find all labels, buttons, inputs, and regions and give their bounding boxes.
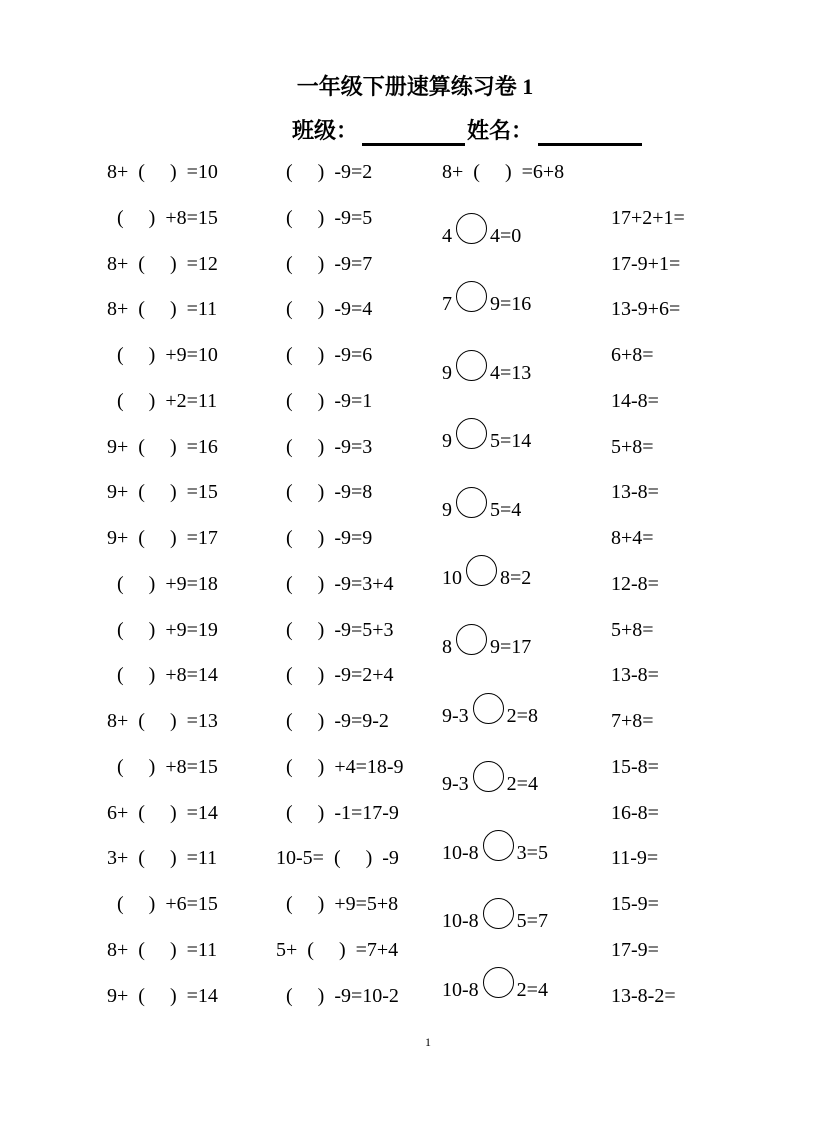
circle-problem [442,361,548,430]
circle-problem-left: 9 [442,498,452,521]
problem: 9+ ( ) =15 [107,481,218,504]
problem: ( ) -9=2+4 [286,664,394,687]
problem: 5+8= [611,618,654,641]
name-label: 姓名： [467,118,534,143]
problem: 11-9= [611,847,659,870]
circle-problem-left: 8 [442,636,452,659]
circle-problem [442,224,548,293]
problem: 17+2+1= [611,206,685,229]
problem: 10-5= ( ) -9 [276,847,399,870]
problem: ( ) -9=4 [286,298,373,321]
problem: 6+ ( ) =14 [107,801,218,824]
problem: 13-8= [611,481,659,504]
circle-problem-left: 9-3 [442,704,469,727]
problem: ( ) -1=17-9 [286,801,399,824]
circle-problem-right: 2=8 [506,704,538,727]
problem: ( ) +9=19 [117,618,218,641]
problem: 8+ ( ) =12 [107,252,218,275]
circle-problem-right: 4=0 [490,224,522,247]
problem: 13-8= [611,664,659,687]
problem: ( ) -9=7 [286,252,373,275]
problem: 8+ ( ) =10 [107,161,218,183]
problem: ( ) -9=5+3 [286,618,394,641]
problem: ( ) +9=10 [117,344,218,366]
circle-problem-right: 2=4 [506,773,538,796]
problem: 8+ ( ) =11 [107,938,218,961]
column-1 [107,160,218,1029]
circle-problem-right: 8=2 [500,567,532,590]
problem: ( ) -9=3 [286,435,373,458]
problem: ( ) -9=10-2 [286,984,399,1007]
problem: ( ) +8=15 [117,206,218,229]
circle-problem-left: 10 [442,567,462,590]
worksheet-title: 一年级下册速算练习卷 1 [296,74,534,99]
circle-problem-right: 9=16 [490,293,532,316]
problem: 16-8= [611,801,659,824]
problem: ( ) +8=14 [117,664,218,687]
problem: ( ) -9=3+4 [286,572,394,595]
circle-problem-left: 9-3 [442,773,469,796]
problem: 6+8= [611,344,654,366]
circle-problem [442,429,548,498]
problem: ( ) -9=8 [286,481,373,504]
circle-problem-left: 9 [442,361,452,384]
column-2 [276,160,404,1029]
problem: ( ) +2=11 [117,389,218,412]
circle-problem-right: 5=7 [516,910,548,933]
problem: 8+ ( ) =6+8 [442,161,565,183]
circle-problem-left: 7 [442,293,452,316]
circle-problem-right: 5=4 [490,498,522,521]
circle-problem-right: 5=14 [490,430,532,453]
problem: ( ) +8=15 [117,755,218,778]
problem: ( ) +6=15 [117,893,218,915]
column-3-first [442,160,564,206]
problem: 8+ ( ) =11 [107,298,218,321]
problem: 17-9+1= [611,252,681,275]
problem: 8+ ( ) =13 [107,710,218,732]
problem: 13-8-2= [611,984,676,1007]
name-blank [538,143,642,146]
problem: ( ) -9=9 [286,527,373,549]
circle-problem-right: 4=13 [490,361,532,384]
circle-problem-right: 9=17 [490,636,532,659]
problem: 9+ ( ) =16 [107,435,218,458]
problem: 7+8= [611,710,654,732]
problem: 8+4= [611,527,654,549]
problem: ( ) -9=1 [286,389,373,412]
problem: 9+ ( ) =14 [107,984,218,1007]
circle-problem-right: 2=4 [516,979,548,1002]
class-label: 班级： [292,118,359,143]
problem: 15-9= [611,893,659,915]
circle-problem-left: 10-8 [442,979,479,1002]
problem: 17-9= [611,938,659,961]
circle-problem-left: 10-8 [442,910,479,933]
problem: 13-9+6= [611,298,681,321]
problem: 5+ ( ) =7+4 [276,938,399,961]
problem: 3+ ( ) =11 [107,847,218,870]
problem: 12-8= [611,572,659,595]
problem: 5+8= [611,435,654,458]
class-blank [362,143,465,146]
problem: 14-8= [611,389,659,412]
column-4 [611,206,685,1030]
problem: ( ) -9=6 [286,344,373,366]
problem: ( ) -9=2 [286,161,373,183]
column-3-circle-problems [442,224,548,1047]
circle-problem [442,635,548,704]
circle-problem-right: 3=5 [516,841,548,864]
problem: ( ) -9=9-2 [286,710,389,732]
problem: ( ) +4=18-9 [286,755,404,778]
circle-problem [442,498,548,567]
circle-problem [442,566,548,635]
circle-problem [442,292,548,361]
problem: ( ) -9=5 [286,206,373,229]
circle-problem-left: 4 [442,224,452,247]
page-number: 1 [425,1035,431,1049]
problem: ( ) +9=5+8 [286,893,399,915]
problem: ( ) +9=18 [117,572,218,595]
circle-problem-left: 9 [442,430,452,453]
circle-problem-left: 10-8 [442,841,479,864]
problem: 15-8= [611,755,659,778]
problem: 9+ ( ) =17 [107,527,218,549]
